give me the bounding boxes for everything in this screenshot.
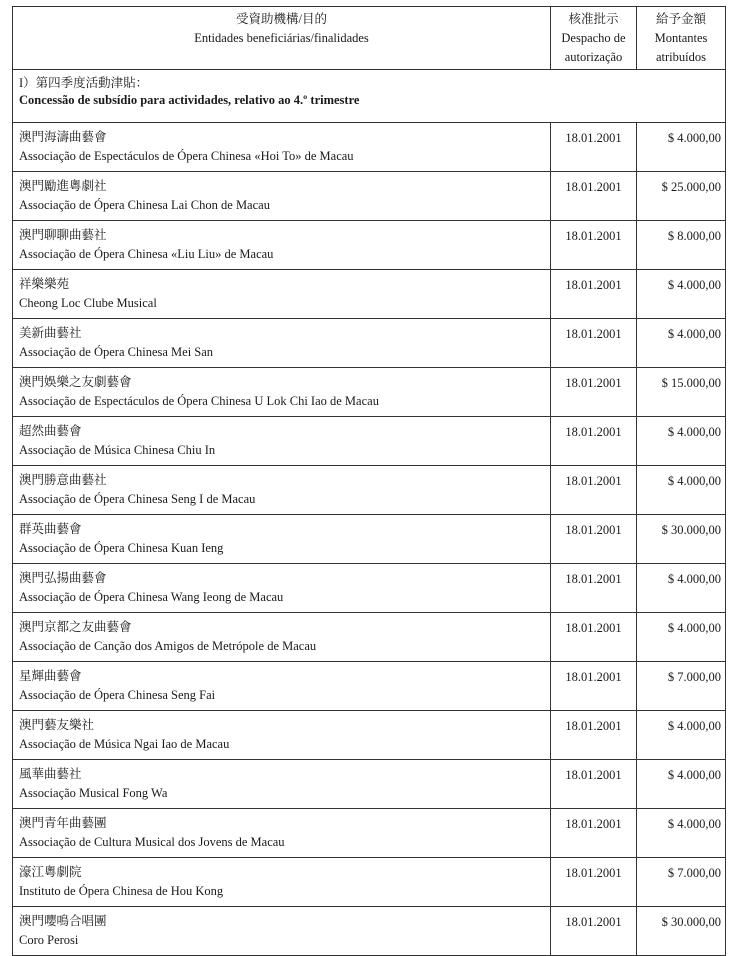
- dispatch-date-cell: 18.01.2001: [551, 417, 637, 466]
- entity-name-pt: Associação de Canção dos Amigos de Metrópole de Macau: [19, 639, 317, 653]
- entity-name-zh: 澳門嚶鳴合唱團: [19, 914, 107, 928]
- entity-name-pt: Associação de Música Ngai Iao de Macau: [19, 737, 230, 751]
- table-row: [13, 907, 726, 956]
- entity-cell: [13, 319, 551, 368]
- dispatch-date-cell: 18.01.2001: [551, 907, 637, 956]
- entity-cell: [13, 270, 551, 319]
- dispatch-date-cell: 18.01.2001: [551, 466, 637, 515]
- dispatch-date-cell: 18.01.2001: [551, 711, 637, 760]
- dispatch-date-cell: 18.01.2001: [551, 564, 637, 613]
- subsidy-table: [12, 6, 726, 956]
- entity-name-zh: 澳門京都之友曲藝會: [19, 620, 132, 634]
- dispatch-date-cell: 18.01.2001: [551, 270, 637, 319]
- entity-name-pt: Associação de Ópera Chinesa Seng Fai: [19, 688, 216, 702]
- amount-header-pt2: atribuídos: [656, 50, 706, 64]
- amount-cell: $ 4.000,00: [637, 417, 726, 466]
- entity-name-pt: Associação de Ópera Chinesa Lai Chon de Macau: [19, 198, 270, 212]
- table-row: [13, 858, 726, 907]
- entity-header-pt: Entidades beneficiárias/finalidades: [194, 31, 369, 45]
- entity-name-pt: Cheong Loc Clube Musical: [19, 296, 157, 310]
- table-row: [13, 564, 726, 613]
- dispatch-date-cell: 18.01.2001: [551, 368, 637, 417]
- dispatch-date-cell: 18.01.2001: [551, 662, 637, 711]
- dispatch-header-pt1: Despacho de: [561, 31, 626, 45]
- amount-cell: $ 4.000,00: [637, 809, 726, 858]
- amount-cell: $ 7.000,00: [637, 858, 726, 907]
- table-header: [13, 7, 726, 70]
- entity-name-zh: 群英曲藝會: [19, 522, 82, 536]
- entity-name-pt: Associação de Espectáculos de Ópera Chinesa «Hoi To» de Macau: [19, 149, 354, 163]
- entity-cell: [13, 123, 551, 172]
- entity-name-zh: 澳門青年曲藝團: [19, 816, 107, 830]
- table-row: [13, 613, 726, 662]
- entity-cell: [13, 515, 551, 564]
- section-title-pt: Concessão de subsídio para actividades, relativo ao 4.º trimestre: [19, 93, 360, 107]
- entity-cell: [13, 809, 551, 858]
- entity-name-pt: Associação de Ópera Chinesa Seng I de Macau: [19, 492, 256, 506]
- amount-cell: $ 4.000,00: [637, 466, 726, 515]
- dispatch-date-cell: 18.01.2001: [551, 760, 637, 809]
- dispatch-date-cell: 18.01.2001: [551, 613, 637, 662]
- table-row: [13, 123, 726, 172]
- entity-cell: [13, 172, 551, 221]
- entity-cell: [13, 711, 551, 760]
- entity-name-pt: Associação de Ópera Chinesa Wang Ieong de Macau: [19, 590, 284, 604]
- table-row: [13, 809, 726, 858]
- entity-cell: [13, 368, 551, 417]
- entity-name-zh: 澳門聊聊曲藝社: [19, 228, 107, 242]
- dispatch-date-cell: 18.01.2001: [551, 172, 637, 221]
- table-row: [13, 760, 726, 809]
- table-row: [13, 172, 726, 221]
- entity-cell: [13, 466, 551, 515]
- amount-cell: $ 4.000,00: [637, 711, 726, 760]
- entity-name-zh: 澳門娛樂之友劇藝會: [19, 375, 132, 389]
- dispatch-date-cell: 18.01.2001: [551, 809, 637, 858]
- dispatch-column-header: [551, 7, 637, 70]
- amount-cell: $ 15.000,00: [637, 368, 726, 417]
- amount-cell: $ 25.000,00: [637, 172, 726, 221]
- entity-column-header: [13, 7, 551, 70]
- table-row: [13, 368, 726, 417]
- entity-name-zh: 超然曲藝會: [19, 424, 82, 438]
- amount-cell: $ 7.000,00: [637, 662, 726, 711]
- amount-cell: $ 4.000,00: [637, 613, 726, 662]
- entity-name-zh: 祥樂樂苑: [19, 277, 70, 291]
- table-row: [13, 319, 726, 368]
- entity-cell: [13, 613, 551, 662]
- entity-cell: [13, 907, 551, 956]
- dispatch-date-cell: 18.01.2001: [551, 858, 637, 907]
- entity-cell: [13, 221, 551, 270]
- entity-name-zh: 澳門勵進粵劇社: [19, 179, 107, 193]
- amount-cell: $ 8.000,00: [637, 221, 726, 270]
- entity-name-zh: 澳門海濤曲藝會: [19, 130, 107, 144]
- amount-header-pt1: Montantes: [654, 31, 708, 45]
- amount-cell: $ 4.000,00: [637, 760, 726, 809]
- amount-cell: $ 30.000,00: [637, 907, 726, 956]
- entity-cell: [13, 662, 551, 711]
- entity-name-pt: Instituto de Ópera Chinesa de Hou Kong: [19, 884, 224, 898]
- amount-cell: $ 30.000,00: [637, 515, 726, 564]
- table-row: [13, 417, 726, 466]
- amount-cell: $ 4.000,00: [637, 270, 726, 319]
- table-row: [13, 515, 726, 564]
- entity-header-zh: 受資助機構/目的: [236, 12, 327, 26]
- entity-name-pt: Associação de Cultura Musical dos Jovens de Macau: [19, 835, 285, 849]
- section-row: [13, 70, 726, 123]
- entity-name-pt: Associação de Ópera Chinesa Kuan Ieng: [19, 541, 224, 555]
- table-row: [13, 711, 726, 760]
- entity-name-zh: 濠江粵劇院: [19, 865, 82, 879]
- entity-name-zh: 澳門弘揚曲藝會: [19, 571, 107, 585]
- entity-name-pt: Associação de Espectáculos de Ópera Chinesa U Lok Chi Iao de Macau: [19, 394, 379, 408]
- amount-cell: $ 4.000,00: [637, 564, 726, 613]
- entity-name-pt: Associação de Ópera Chinesa Mei San: [19, 345, 214, 359]
- entity-cell: [13, 564, 551, 613]
- table-row: [13, 466, 726, 515]
- table-row: [13, 221, 726, 270]
- dispatch-date-cell: 18.01.2001: [551, 515, 637, 564]
- dispatch-header-zh: 核准批示: [568, 12, 619, 26]
- entity-name-pt: Associação de Música Chinesa Chiu In: [19, 443, 216, 457]
- dispatch-date-cell: 18.01.2001: [551, 221, 637, 270]
- entity-cell: [13, 858, 551, 907]
- amount-header-zh: 給予金額: [655, 12, 706, 26]
- table-row: [13, 270, 726, 319]
- entity-name-pt: Coro Perosi: [19, 933, 79, 947]
- entity-name-zh: 風華曲藝社: [19, 767, 82, 781]
- amount-cell: $ 4.000,00: [637, 123, 726, 172]
- entity-name-zh: 美新曲藝社: [19, 326, 82, 340]
- table-row: [13, 662, 726, 711]
- entity-cell: [13, 760, 551, 809]
- dispatch-header-pt2: autorização: [564, 50, 623, 64]
- dispatch-date-cell: 18.01.2001: [551, 123, 637, 172]
- entity-name-pt: Associação de Ópera Chinesa «Liu Liu» de Macau: [19, 247, 274, 261]
- entity-cell: [13, 417, 551, 466]
- dispatch-date-cell: 18.01.2001: [551, 319, 637, 368]
- entity-name-zh: 澳門勝意曲藝社: [19, 473, 107, 487]
- entity-name-zh: 澳門藝友樂社: [19, 718, 95, 732]
- section-heading: [13, 70, 726, 123]
- amount-cell: $ 4.000,00: [637, 319, 726, 368]
- amount-column-header: [637, 7, 726, 70]
- entity-name-zh: 星輝曲藝會: [19, 669, 82, 683]
- table-body: [13, 70, 726, 956]
- section-title-zh: I）第四季度活動津貼：: [19, 76, 149, 90]
- entity-name-pt: Associação Musical Fong Wa: [19, 786, 168, 800]
